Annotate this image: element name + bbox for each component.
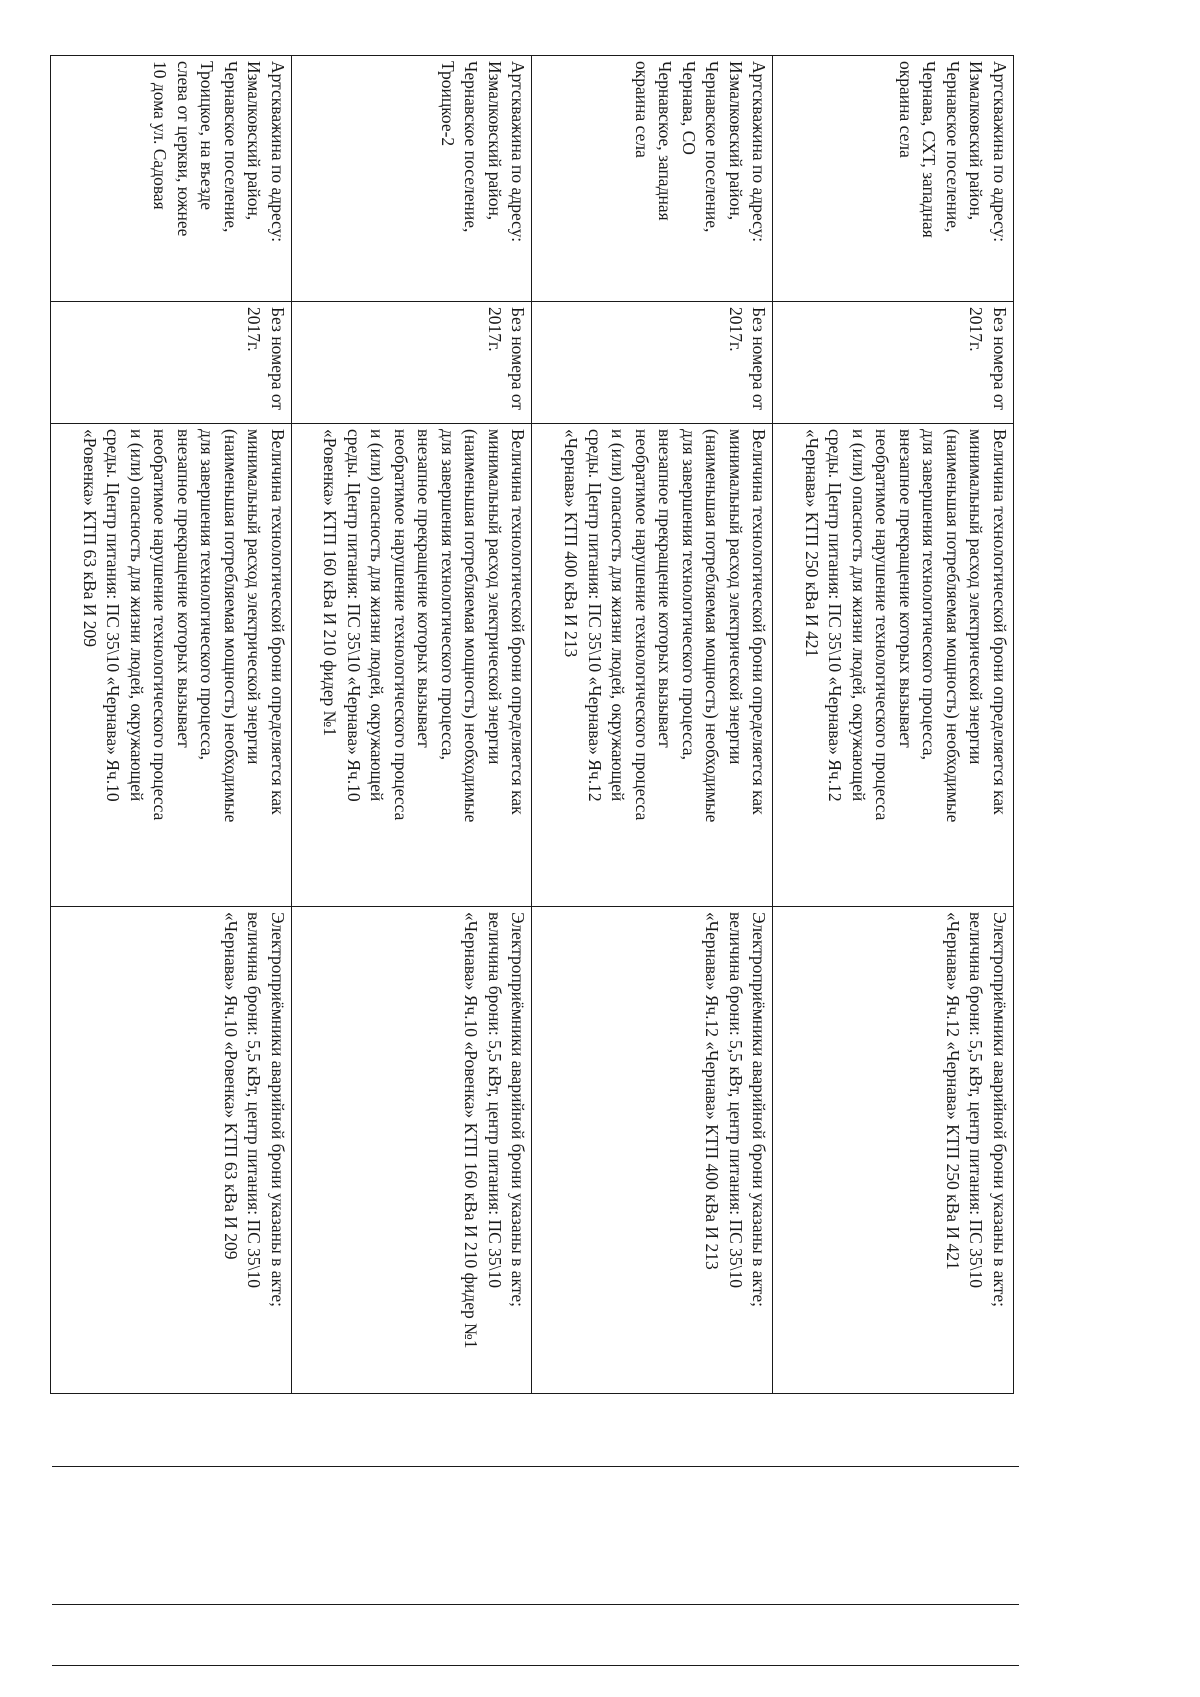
address-text: Артскважина по адресу: Измалковский район, Чернавское поселение, Чернава, СО Чернавское, западная окраина села (631, 61, 770, 243)
electrical-text: Электроприёмники аварийной брони указаны в акте; величина брони: 5,5 кВт, центр питания: ПС 35\10 «Чернава» Яч.12 «Чернава» КТП 400 кВа И 213 (702, 912, 770, 1308)
table-row (291, 56, 532, 1394)
document-text: Без номера от 2017г. (966, 307, 1010, 411)
electrical-cell (773, 907, 1014, 1394)
electrical-cell (532, 907, 773, 1394)
document-cell (532, 302, 773, 424)
electrical-text: Электроприёмники аварийной брони указаны в акте; величина брони: 5,5 кВт, центр питания: ПС 35\10 «Чернава» Яч.10 «Ровенка» КТП 160 кВа И 210 фидер №1 (461, 912, 529, 1349)
document-text: Без номера от 2017г. (485, 307, 529, 411)
address-text: Артскважина по адресу: Измалковский район, Чернавское поселение, Чернава, СХТ, западная окраина села (896, 61, 1010, 243)
electrical-text: Электроприёмники аварийной брони указаны в акте; величина брони: 5,5 кВт, центр питания: ПС 35\10 «Чернава» Яч.12 «Чернава» КТП 250 кВа И 421 (943, 912, 1010, 1308)
document-text: Без номера от 2017г. (725, 307, 770, 411)
table-row (51, 56, 292, 1394)
rotated-table-container (50, 55, 1014, 1393)
document-cell (773, 302, 1014, 424)
address-cell (773, 56, 1014, 302)
document-cell (291, 302, 532, 424)
description-text: Величина технологической брони определяется как минимальный расход электрической энергии (наименьшая потребляемая мощность) необходимые для завершения технологического процесса, внезапное прекращение которых вызывает необратимое нарушение технологического процесса и (или) опасность для жизни людей, окружающей среды. Центр питания: ПС 35\10 «Чернава» Яч.12 «Чернава» КТП 250 кВа И 421 (802, 429, 1010, 823)
document-text: Без номера от 2017г. (244, 307, 288, 411)
description-cell (51, 424, 292, 907)
table-row (532, 56, 773, 1394)
address-cell (291, 56, 532, 302)
horizontal-rule (52, 1665, 1019, 1666)
description-cell (291, 424, 532, 907)
table-row (773, 56, 1014, 1394)
horizontal-rule (52, 1466, 1019, 1467)
backup-power-table (50, 55, 1014, 1394)
description-text: Величина технологической брони определяется как минимальный расход электрической энергии (наименьшая потребляемая мощность) необходимые для завершения технологического процесса, внезапное прекращение которых вызывает необратимое нарушение технологического процесса и (или) опасность для жизни людей, окружающей среды. Центр питания: ПС 35\10 «Чернава» Яч.10 «Ровенка» КТП 63 кВа И 209 (79, 429, 288, 823)
horizontal-rule (52, 1604, 1019, 1605)
description-cell (532, 424, 773, 907)
address-cell (51, 56, 292, 302)
description-text: Величина технологической брони определяется как минимальный расход электрической энергии (наименьшая потребляемая мощность) необходимые для завершения технологического процесса, внезапное прекращение которых вызывает необратимое нарушение технологического процесса и (или) опасность для жизни людей, окружающей среды. Центр питания: ПС 35\10 «Чернава» Яч.12 «Чернава» КТП 400 кВа И 213 (561, 429, 770, 823)
electrical-text: Электроприёмники аварийной брони указаны в акте; величина брони: 5,5 кВт, центр питания: ПС 35\10 «Чернава» Яч.10 «Ровенка» КТП 63 кВа И 209 (220, 912, 288, 1308)
description-text: Величина технологической брони определяется как минимальный расход электрической энергии (наименьшая потребляемая мощность) необходимые для завершения технологического процесса, внезапное прекращение которых вызывает необратимое нарушение технологического процесса и (или) опасность для жизни людей, окружающей среды. Центр питания: ПС 35\10 «Чернава» Яч.10 «Ровенка» КТП 160 кВа И 210 фидер №1 (320, 429, 529, 823)
address-text: Артскважина по адресу: Измалковский район, Чернавское поселение, Троицкое, на въезде слева от церкви, южнее 10 дома ул. Садовая (150, 61, 288, 243)
address-text: Артскважина по адресу: Измалковский район, Чернавское поселение, Троицкое-2 (438, 61, 529, 243)
electrical-cell (291, 907, 532, 1394)
document-cell (51, 302, 292, 424)
address-cell (532, 56, 773, 302)
electrical-cell (51, 907, 292, 1394)
description-cell (773, 424, 1014, 907)
